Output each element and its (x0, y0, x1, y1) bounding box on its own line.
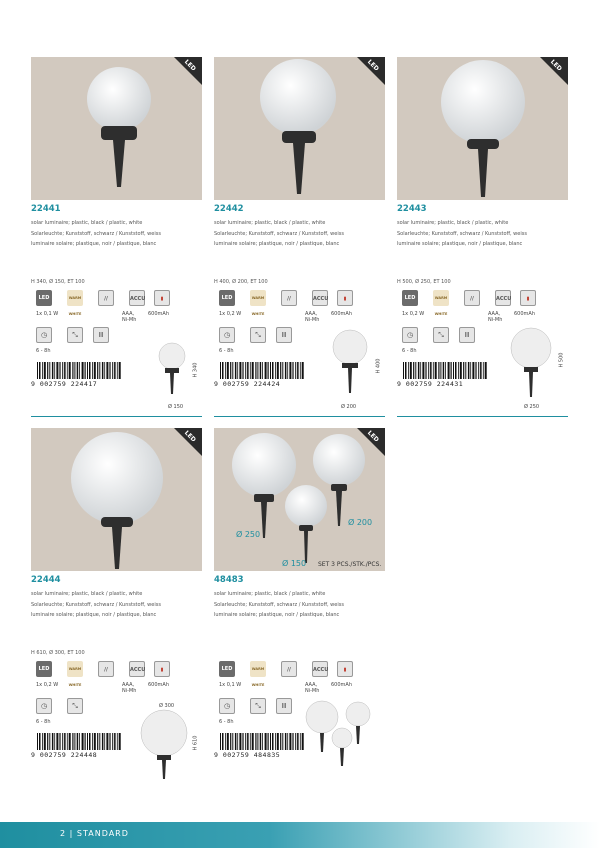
clock-icon: ◷ (402, 327, 418, 343)
wattage-label: 1x 0,2 W (219, 311, 242, 317)
clock-icon: ◷ (36, 698, 52, 714)
product-code: 48483 (214, 575, 244, 585)
accu-icon: ACCU (312, 290, 328, 306)
height-label: H 400 (375, 358, 382, 374)
divider (31, 416, 202, 417)
battery-type-label: AAA, Ni-Mh (305, 682, 320, 694)
diameter-label: Ø 250 (524, 404, 540, 410)
product-code: 22444 (31, 575, 61, 585)
mini-lamp-drawing (139, 709, 189, 781)
switch-icon: ⤡ (433, 327, 449, 343)
switch-icon: ⤡ (67, 327, 83, 343)
clock-icon: ◷ (36, 327, 52, 343)
barcode-number: 9 002759 224431 (397, 380, 464, 388)
product-description: solar luminaire; plastic, black / plastic, white Solarleuchte; Kunststoff, schwarz / Kunststoff, weiss luminaire solaire; plastique, noir / plastique, blanc (214, 591, 344, 618)
wattage-label: 1x 0,2 W (36, 682, 59, 688)
product-code: 22441 (31, 204, 61, 214)
switch-icon: ⤡ (67, 698, 83, 714)
class-iii-icon: Ⅲ (459, 327, 475, 343)
led-icon: LED (219, 661, 235, 677)
capacity-label: 600mAh (331, 311, 353, 317)
product-card-22443 (397, 57, 568, 417)
product-card-22444 (31, 428, 202, 788)
page-footer (0, 822, 600, 848)
battery-type-label: AAA, Ni-Mh (122, 311, 137, 323)
ip44-icon: // (464, 290, 480, 306)
warm-white-icon: WARM WHITE (250, 290, 266, 306)
product-photo (214, 57, 385, 200)
accu-icon: ACCU (312, 661, 328, 677)
divider (214, 416, 385, 417)
capacity-label: 600mAh (514, 311, 536, 317)
led-badge-text: LED (182, 429, 198, 444)
product-description: solar luminaire; plastic, black / plastic, white Solarleuchte; Kunststoff, schwarz / Kunststoff, weiss luminaire solaire; plastique, noir / plastique, blanc (397, 220, 527, 247)
mini-lamp-set-drawing (302, 700, 374, 770)
switch-icon: ⤡ (250, 327, 266, 343)
height-label: H 500 (558, 352, 565, 368)
diameter-label: Ø 200 (341, 404, 357, 410)
accu-icon: ACCU (129, 290, 145, 306)
runtime-hours: 6 - 8h (219, 719, 234, 725)
product-dimensions: H 340, Ø 150, ET 100 (31, 279, 85, 285)
led-icon: LED (36, 290, 52, 306)
runtime-hours: 6 - 8h (219, 348, 234, 354)
capacity-label: 600mAh (148, 311, 170, 317)
mini-lamp-drawing (156, 342, 190, 402)
led-icon: LED (36, 661, 52, 677)
battery-type-label: AAA, Ni-Mh (122, 682, 137, 694)
led-icon: LED (402, 290, 418, 306)
runtime-hours: 6 - 8h (36, 719, 51, 725)
footer-label (60, 829, 129, 838)
height-label: H 610 (192, 735, 199, 751)
ip44-icon: // (98, 290, 114, 306)
battery-icon: ▮ (337, 661, 353, 677)
product-card-48483 (214, 428, 385, 788)
product-description: solar luminaire; plastic, black / plastic, white Solarleuchte; Kunststoff, schwarz / Kunststoff, weiss luminaire solaire; plastique, noir / plastique, blanc (214, 220, 344, 247)
diameter-label: Ø 300 (159, 703, 175, 709)
ip44-icon: // (281, 661, 297, 677)
class-iii-icon: Ⅲ (276, 327, 292, 343)
wattage-label: 1x 0,1 W (219, 682, 242, 688)
class-iii-icon: Ⅲ (276, 698, 292, 714)
switch-icon: ⤡ (250, 698, 266, 714)
barcode-number: 9 002759 224448 (31, 751, 98, 759)
barcode-number: 9 002759 224417 (31, 380, 98, 388)
battery-icon: ▮ (337, 290, 353, 306)
set-diameter-150: Ø 150 (282, 559, 307, 568)
led-badge-text: LED (548, 58, 564, 73)
clock-icon: ◷ (219, 698, 235, 714)
led-badge-text: LED (365, 58, 381, 73)
diameter-label: Ø 150 (168, 404, 184, 410)
battery-icon: ▮ (520, 290, 536, 306)
accu-icon: ACCU (129, 661, 145, 677)
divider (397, 416, 568, 417)
product-photo (31, 57, 202, 200)
ip44-icon: // (281, 290, 297, 306)
product-card-22441 (31, 57, 202, 417)
barcode-number: 9 002759 224424 (214, 380, 281, 388)
product-photo (397, 57, 568, 200)
barcode-number: 9 002759 484835 (214, 751, 281, 759)
led-icon: LED (219, 290, 235, 306)
product-card-22442 (214, 57, 385, 417)
warm-white-icon: WARM WHITE (433, 290, 449, 306)
runtime-hours: 6 - 8h (402, 348, 417, 354)
product-description: solar luminaire; plastic, black / plastic, white Solarleuchte; Kunststoff, schwarz / Kunststoff, weiss luminaire solaire; plastique, noir / plastique, blanc (31, 220, 161, 247)
wattage-label: 1x 0,1 W (36, 311, 59, 317)
footer-separator: | (69, 829, 74, 838)
section-title: STANDARD (76, 829, 129, 838)
warm-white-icon: WARM WHITE (67, 661, 83, 677)
led-badge-text: LED (365, 429, 381, 444)
ip44-icon: // (98, 661, 114, 677)
set-diameter-200: Ø 200 (348, 518, 373, 527)
warm-white-icon: WARM WHITE (67, 290, 83, 306)
battery-icon: ▮ (154, 661, 170, 677)
wattage-label: 1x 0,2 W (402, 311, 425, 317)
class-iii-icon: Ⅲ (93, 327, 109, 343)
capacity-label: 600mAh (148, 682, 170, 688)
runtime-hours: 6 - 8h (36, 348, 51, 354)
mini-lamp-drawing (509, 327, 553, 399)
battery-type-label: AAA, Ni-Mh (488, 311, 503, 323)
capacity-label: 600mAh (331, 682, 353, 688)
product-dimensions: H 610, Ø 300, ET 100 (31, 650, 85, 656)
height-label: H 340 (192, 362, 199, 378)
set-quantity-label: SET 3 PCS./STK./PCS. (318, 561, 382, 568)
product-description: solar luminaire; plastic, black / plastic, white Solarleuchte; Kunststoff, schwarz / Kunststoff, weiss luminaire solaire; plastique, noir / plastique, blanc (31, 591, 161, 618)
battery-icon: ▮ (154, 290, 170, 306)
product-code: 22443 (397, 204, 427, 214)
page-number: 2 (60, 829, 67, 838)
battery-type-label: AAA, Ni-Mh (305, 311, 320, 323)
product-photo (31, 428, 202, 571)
clock-icon: ◷ (219, 327, 235, 343)
product-photo (214, 428, 385, 571)
product-dimensions: H 400, Ø 200, ET 100 (214, 279, 268, 285)
mini-lamp-drawing (330, 329, 370, 397)
warm-white-icon: WARM WHITE (250, 661, 266, 677)
product-dimensions: H 500, Ø 250, ET 100 (397, 279, 451, 285)
led-badge-text: LED (182, 58, 198, 73)
set-diameter-250: Ø 250 (236, 530, 261, 539)
accu-icon: ACCU (495, 290, 511, 306)
product-code: 22442 (214, 204, 244, 214)
